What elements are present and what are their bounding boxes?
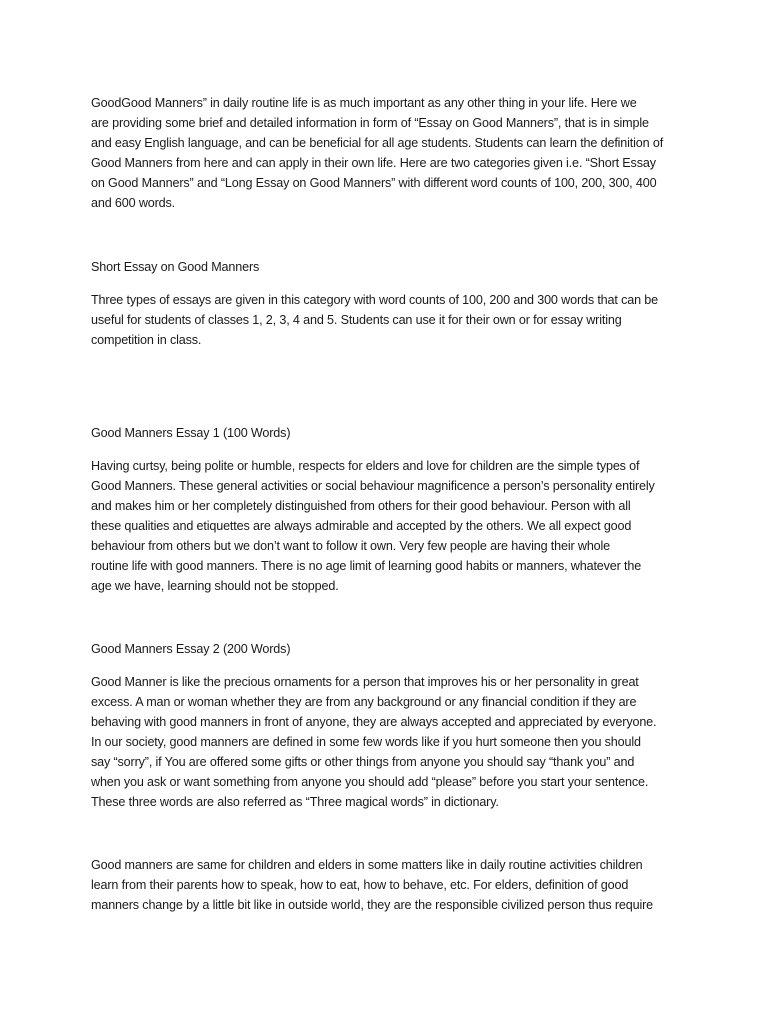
essay-2-paragraph-1 xyxy=(91,672,677,812)
text-line: Good manners are same for children and elders in some matters like in daily routine activities children xyxy=(91,858,643,872)
text-line: behaving with good manners in front of anyone, they are always accepted and appreciated by everyone. xyxy=(91,715,657,729)
text-line: these qualities and etiquettes are always admirable and accepted by the others. We all expect good xyxy=(91,519,632,533)
text-line: excess. A man or woman whether they are from any background or any financial condition if they are xyxy=(91,695,637,709)
text-line: say “sorry”, if You are offered some gifts or other things from anyone you should say “thank you” and xyxy=(91,755,635,769)
text-line: Good Manner is like the precious ornaments for a person that improves his or her personality in great xyxy=(91,675,639,689)
essay-1-heading: Good Manners Essay 1 (100 Words) xyxy=(91,426,291,440)
text-line: In our society, good manners are defined in some few words like if you hurt someone then you should xyxy=(91,735,641,749)
document-page xyxy=(91,93,677,915)
text-line: and makes him or her completely distinguished from others for their good behaviour. Person with all xyxy=(91,499,631,513)
text-line: and 600 words. xyxy=(91,196,176,210)
text-line: on Good Manners” and “Long Essay on Good Manners” with different word counts of 100, 200, 300, 400 xyxy=(91,176,657,190)
text-line: manners change by a little bit like in outside world, they are the responsible civilized person thus require xyxy=(91,898,654,912)
intro-paragraph xyxy=(91,93,677,213)
text-line: are providing some brief and detailed information in form of “Essay on Good Manners”, that is in simple xyxy=(91,116,649,130)
text-line: when you ask or want something from anyone you should add “please” before you start your sentence. xyxy=(91,775,649,789)
text-line: competition in class. xyxy=(91,333,202,347)
text-line: learn from their parents how to speak, how to eat, how to behave, etc. For elders, definition of good xyxy=(91,878,629,892)
text-line: behaviour from others but we don’t want to follow it own. Very few people are having their whole xyxy=(91,539,611,553)
text-line: Good Manners. These general activities or social behaviour magnificence a person’s personality entirely xyxy=(91,479,655,493)
text-line: GoodGood Manners” in daily routine life is as much important as any other thing in your life. Here we xyxy=(91,96,637,110)
short-essay-heading: Short Essay on Good Manners xyxy=(91,260,260,274)
text-line: Three types of essays are given in this category with word counts of 100, 200 and 300 words that can be xyxy=(91,293,658,307)
short-essay-paragraph xyxy=(91,290,677,350)
text-line: Good Manners from here and can apply in their own life. Here are two categories given i.e. “Short Essay xyxy=(91,156,656,170)
text-line: age we have, learning should not be stopped. xyxy=(91,579,339,593)
text-line: useful for students of classes 1, 2, 3, 4 and 5. Students can use it for their own or for essay writing xyxy=(91,313,622,327)
essay-2-heading: Good Manners Essay 2 (200 Words) xyxy=(91,642,291,656)
essay-1-paragraph xyxy=(91,456,677,596)
text-line: These three words are also referred as “Three magical words” in dictionary. xyxy=(91,795,499,809)
text-line: routine life with good manners. There is no age limit of learning good habits or manners, whatever the xyxy=(91,559,642,573)
text-line: Having curtsy, being polite or humble, respects for elders and love for children are the simple types of xyxy=(91,459,640,473)
text-line: and easy English language, and can be beneficial for all age students. Students can learn the definition of xyxy=(91,136,664,150)
essay-2-paragraph-2 xyxy=(91,855,677,915)
